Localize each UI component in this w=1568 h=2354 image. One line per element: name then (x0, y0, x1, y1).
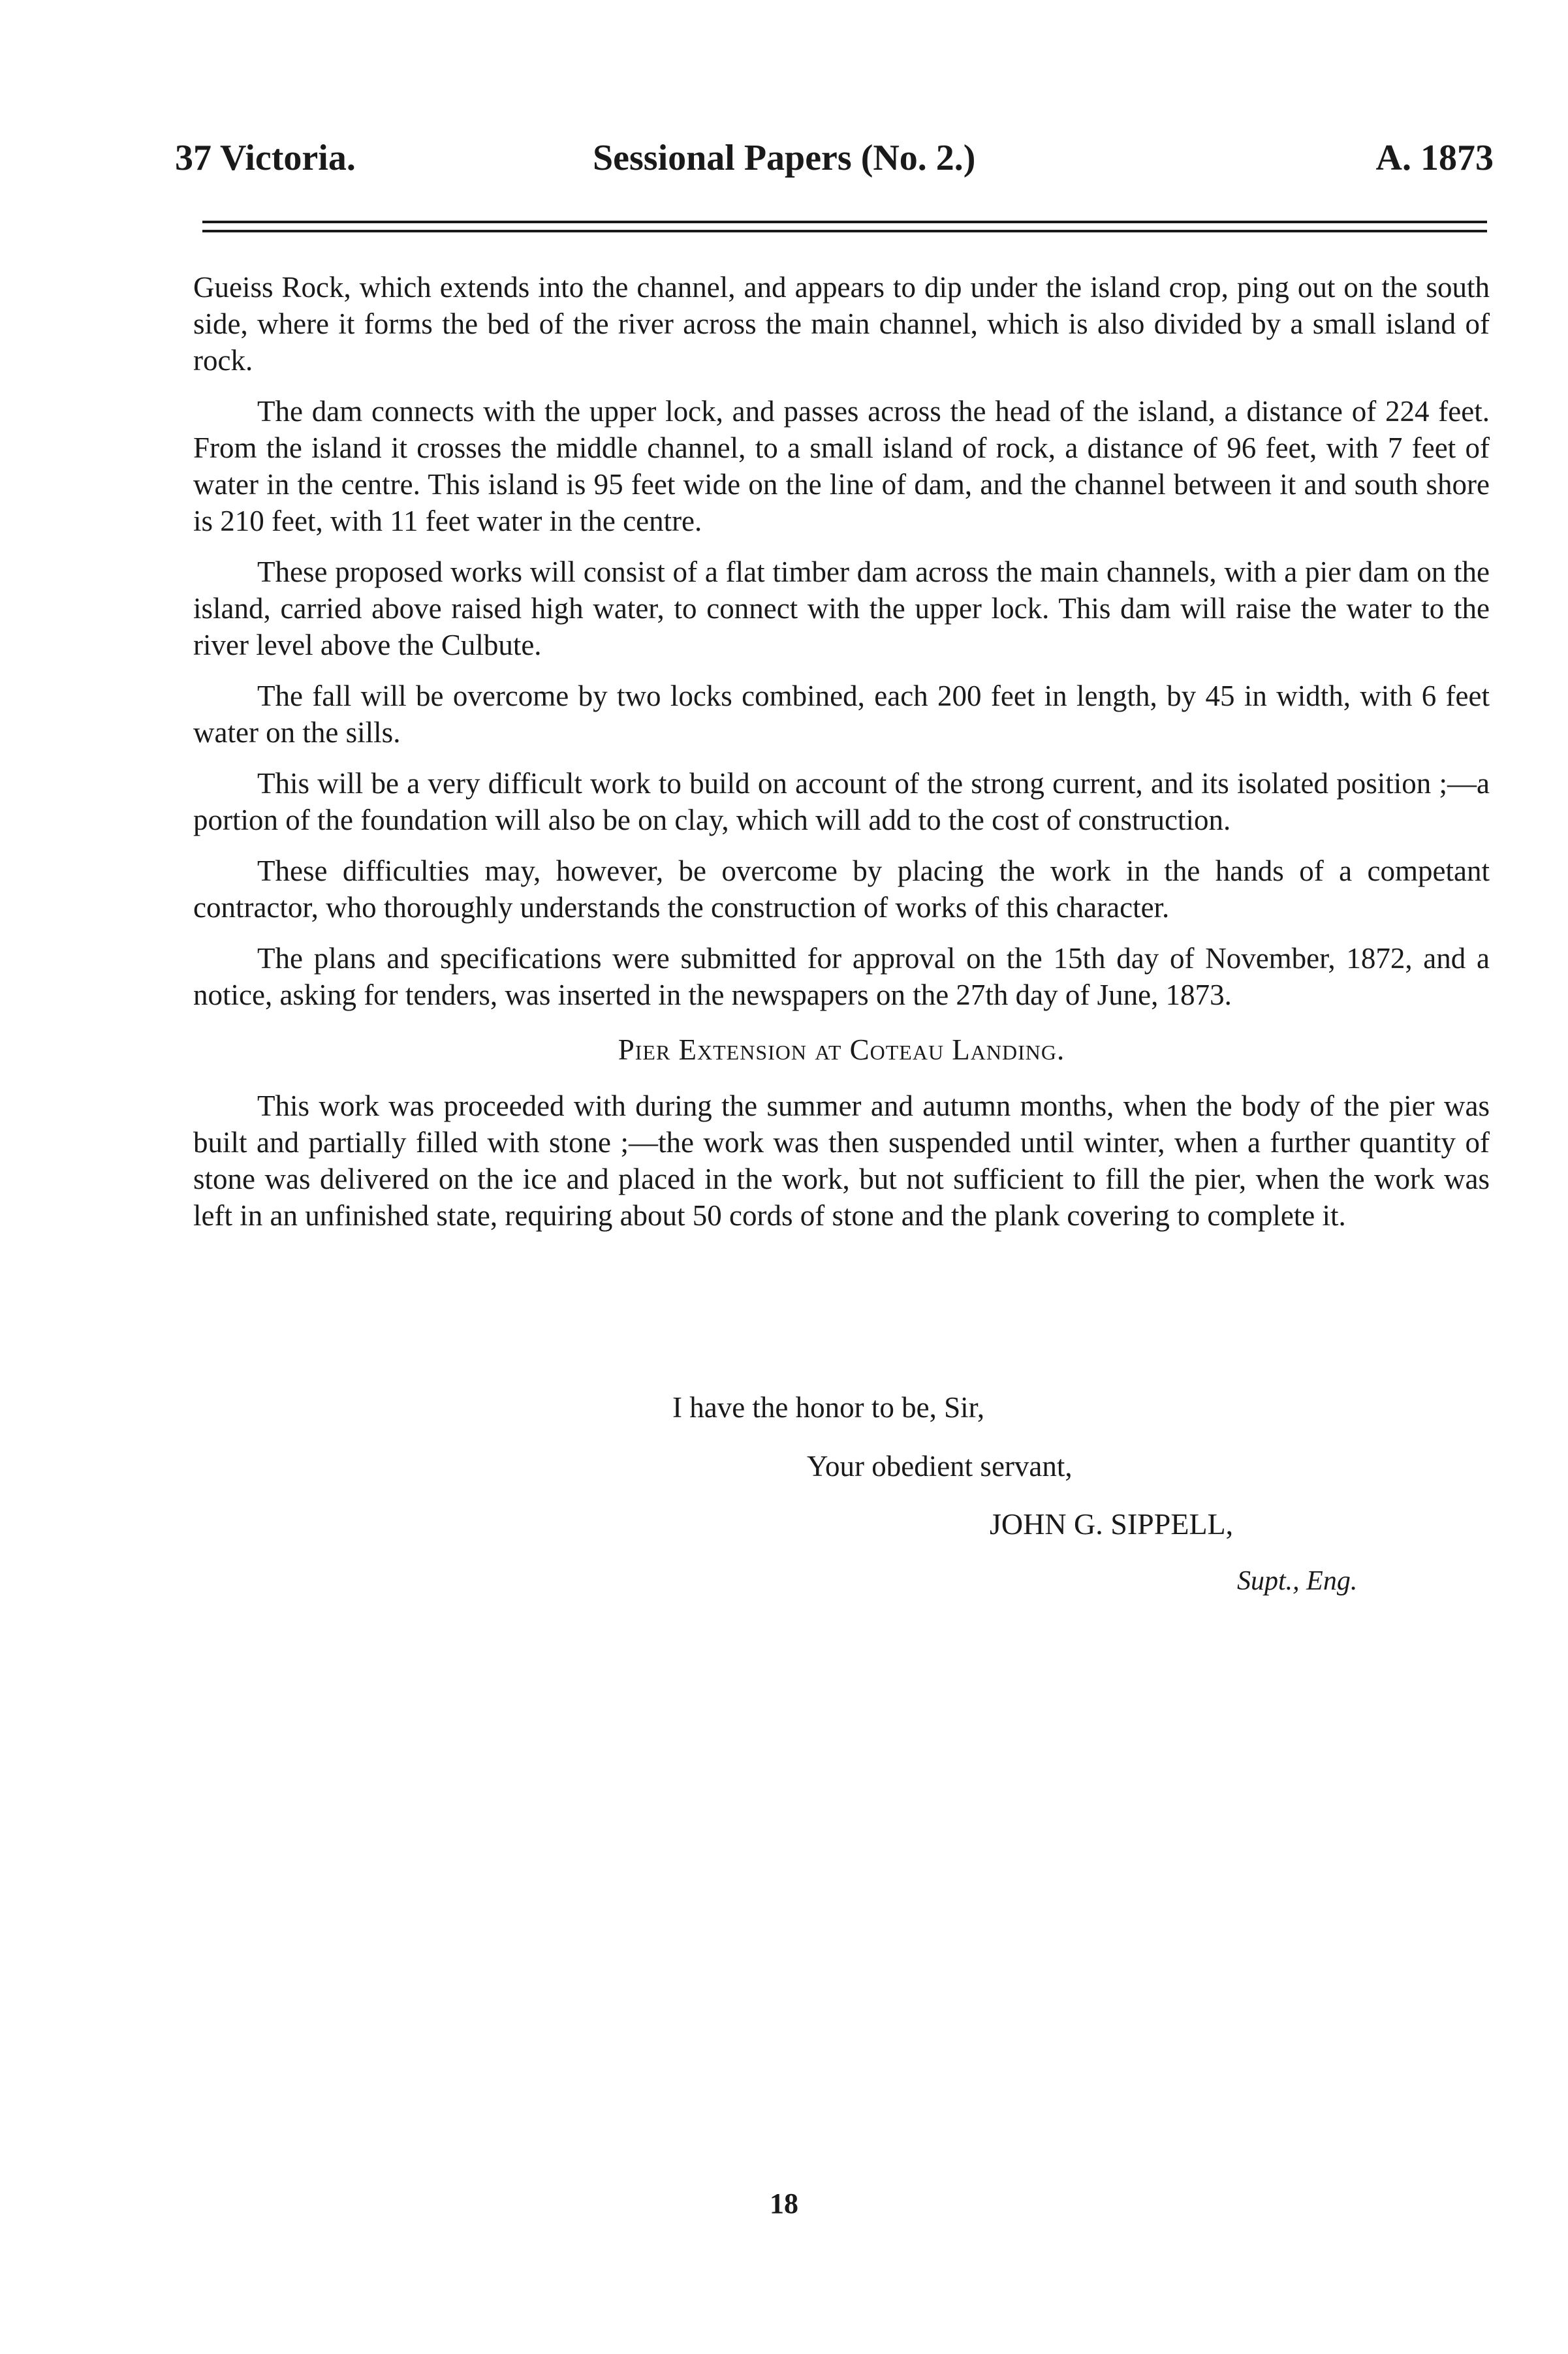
header-rule-top (202, 221, 1487, 223)
signature-title: Supt., Eng. (1237, 1566, 1358, 1596)
paragraph: The fall will be overcome by two locks combined, each 200 feet in length, by 45 in width, with 6 feet water on the sills. (193, 680, 1490, 749)
paragraph: These proposed works will consist of a flat timber dam across the main channels, with a pier dam on the island, carried above raised high water, to connect with the upper lock. This dam will raise the water to the river level above the Culbute. (193, 556, 1490, 661)
paragraph: The plans and specifications were submitted for approval on the 15th day of November, 1872, and a notice, asking for tenders, was inserted in the newspapers on the 27th day of June, 1873. (193, 942, 1490, 1011)
paragraph: These difficulties may, however, be overcome by placing the work in the hands of a competant contractor, who thoroughly understands the construction of works of this character. (193, 855, 1490, 924)
header-title: Sessional Papers (No. 2.) (593, 138, 976, 178)
paragraph: Gueiss Rock, which extends into the channel, and appears to dip under the island crop, ping out on the south side, where it forms the bed of the river across the main channel, which is also divided by a small island of rock. (193, 271, 1490, 377)
signature-name: JOHN G. SIPPELL, (990, 1507, 1234, 1541)
header-volume: 37 Victoria. (175, 138, 356, 178)
paragraph: This will be a very difficult work to build on account of the strong current, and its isolated position ;—a portion of the foundation will also be on clay, which will add to the cost of construction. (193, 767, 1490, 836)
section-paragraph: This work was proceeded with during the summer and autumn months, when the body of the pier was built and partially filled with stone ;—the work was then suspended until winter, when a further quantity of stone was delivered on the ice and placed in the work, but not sufficient to fill the pier, when the work was left in an unfinished state, requiring about 50 cords of stone and the plank covering to complete it. (193, 1090, 1490, 1232)
running-header (175, 137, 1494, 189)
section-heading: Pier Extension at Coteau Landing. (618, 1033, 1065, 1066)
paragraph: The dam connects with the upper lock, and passes across the head of the island, a distance of 224 feet. From the island it crosses the middle channel, to a small island of rock, a distance of 96 feet, with 7 feet of water in the centre. This island is 95 feet wide on the line of dam, and the channel between it and south shore is 210 feet, with 11 feet water in the centre. (193, 395, 1490, 537)
closing-salutation: I have the honor to be, Sir, (672, 1391, 985, 1424)
header-year: A. 1873 (1375, 138, 1494, 178)
closing-valediction: Your obedient servant, (807, 1450, 1073, 1483)
header-rule-bottom (202, 230, 1487, 232)
page-number: 18 (770, 2188, 798, 2220)
body-text (193, 269, 1490, 1248)
